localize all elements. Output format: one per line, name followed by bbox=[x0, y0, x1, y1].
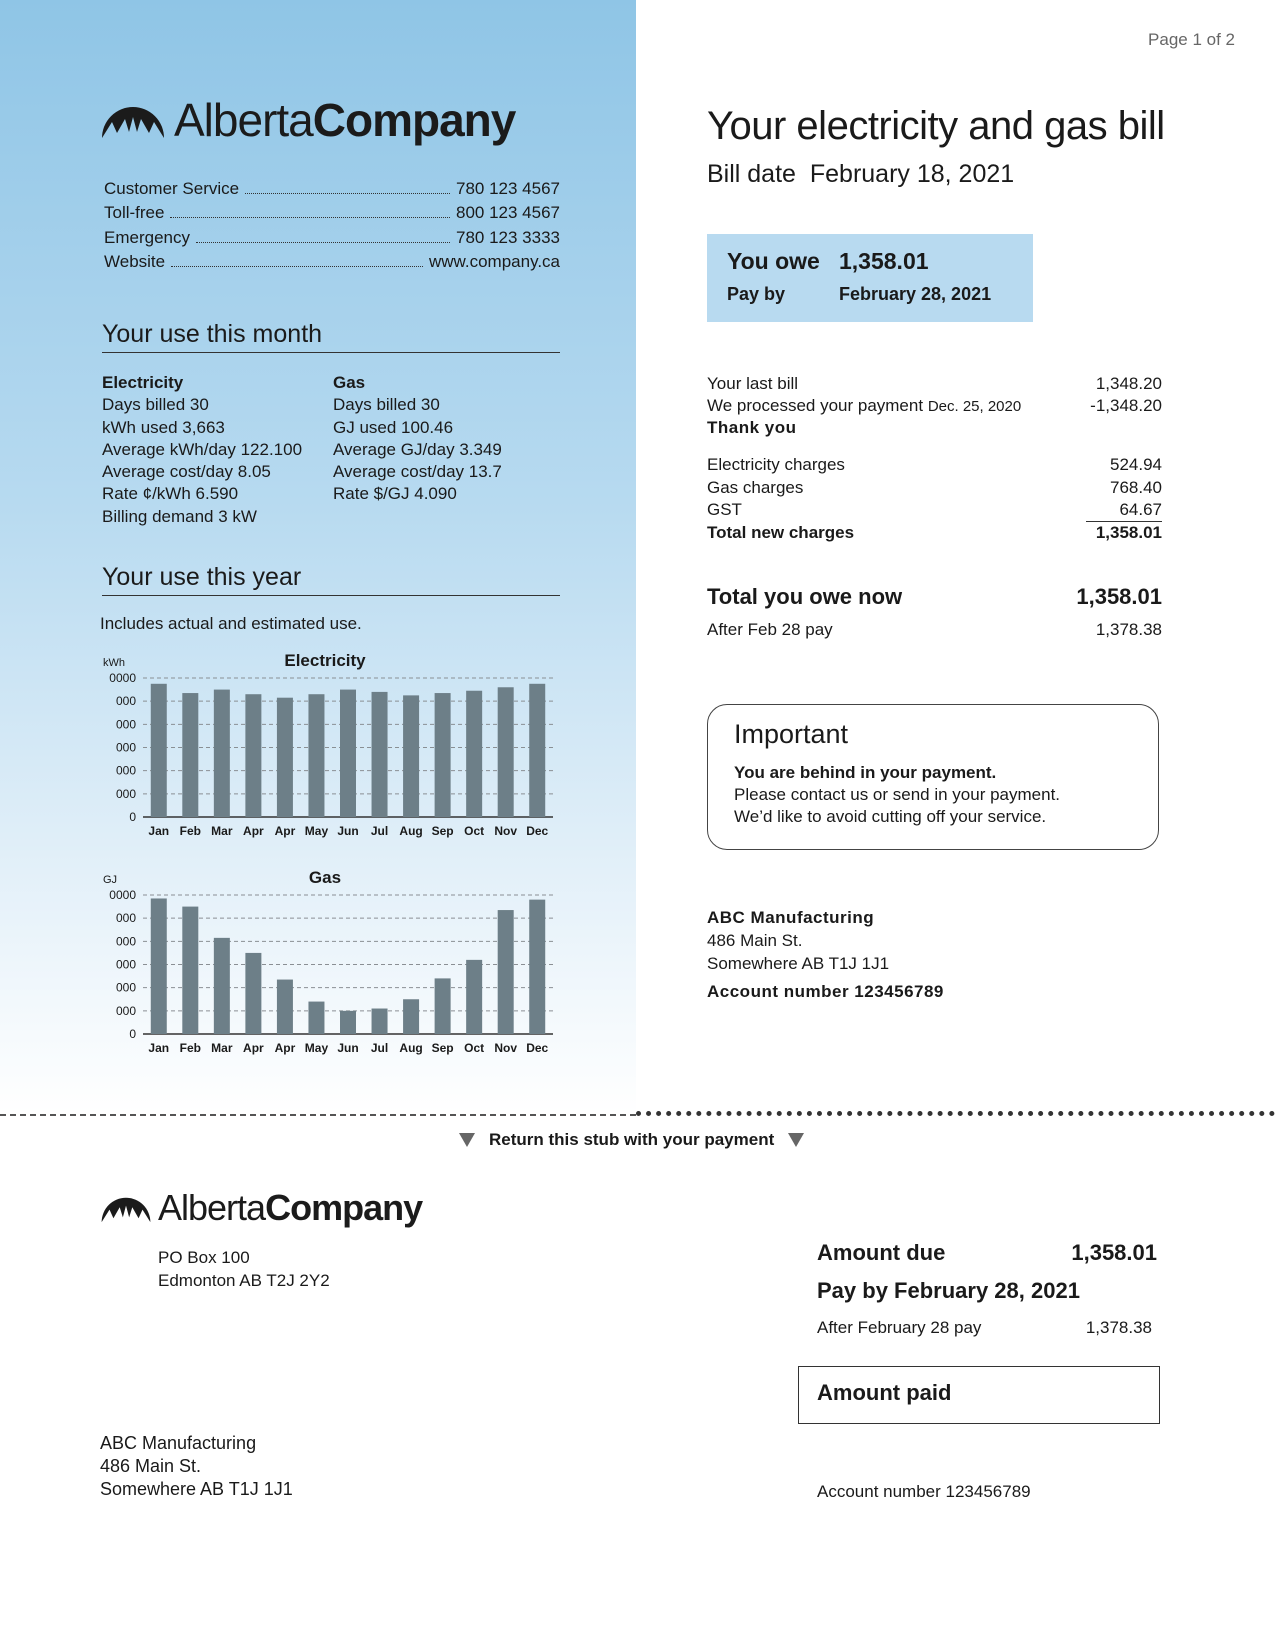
x-tick-label: Mar bbox=[211, 824, 233, 838]
sun-logo-icon bbox=[100, 92, 166, 148]
stub-header-text: Return this stub with your payment bbox=[489, 1130, 775, 1149]
company-mailing-address bbox=[158, 1246, 330, 1292]
you-owe-row bbox=[727, 248, 929, 275]
perforation-line bbox=[0, 1114, 636, 1116]
important-bold-text: You are behind in your payment. bbox=[734, 763, 997, 782]
last-bill-label: Your last bill bbox=[707, 374, 799, 393]
electricity-heading: Electricity bbox=[102, 373, 184, 392]
total-owe-amount: 1,358.01 bbox=[1076, 584, 1162, 609]
important-line-2: We’d like to avoid cutting off your service. bbox=[734, 807, 1047, 826]
you-owe-amount: 1,358.01 bbox=[839, 248, 929, 274]
payment-date: Dec. 25, 2020 bbox=[927, 398, 1022, 415]
contact-website bbox=[104, 248, 560, 272]
x-tick-label: Oct bbox=[464, 824, 485, 838]
y-tick-label: 000 bbox=[115, 957, 136, 972]
x-tick-label: Aug bbox=[399, 824, 423, 838]
company-city: Edmonton AB T2J 2Y2 bbox=[158, 1271, 330, 1290]
contact-emergency bbox=[104, 224, 560, 248]
gst-label: GST bbox=[707, 500, 742, 519]
use-line: Average cost/day 13.7 bbox=[333, 462, 502, 482]
x-tick-label: Jul bbox=[370, 1041, 389, 1055]
y-tick-label: 000 bbox=[115, 717, 136, 732]
total-owe-row bbox=[707, 584, 1162, 614]
electricity-charges-row bbox=[707, 455, 1162, 477]
stub-after-amount: 1,378.38 bbox=[1085, 1318, 1152, 1337]
x-tick-label: Sep bbox=[431, 1041, 454, 1055]
use-line: Days billed 30 bbox=[333, 395, 440, 415]
bill-date-label: Bill date bbox=[707, 160, 796, 188]
subtotal-rule bbox=[1086, 521, 1162, 522]
x-tick-label: Dec bbox=[526, 1041, 549, 1055]
bar-feb bbox=[182, 907, 198, 1034]
bar-sep bbox=[435, 978, 451, 1034]
logo-word-company: Company bbox=[312, 94, 516, 146]
stub-pay-by: Pay by February 28, 2021 bbox=[817, 1278, 1080, 1303]
electricity-charges-amount: 524.94 bbox=[1110, 455, 1162, 474]
amount-paid-label: Amount paid bbox=[817, 1380, 952, 1405]
use-year-note: Includes actual and estimated use. bbox=[100, 614, 362, 633]
stub-header bbox=[445, 1130, 818, 1150]
sun-logo-icon bbox=[100, 1186, 152, 1230]
x-tick-label: Apr bbox=[243, 824, 264, 838]
chart-title: Gas bbox=[308, 868, 342, 887]
electricity-charges-label: Electricity charges bbox=[707, 455, 845, 474]
logo-word-company: Company bbox=[265, 1187, 423, 1228]
stub-after-label: After February 28 pay bbox=[817, 1318, 982, 1337]
gas-bar-chart bbox=[95, 867, 565, 1067]
after-due-amount: 1,378.38 bbox=[1095, 620, 1162, 639]
y-tick-label: 000 bbox=[115, 1003, 136, 1018]
bar-apr bbox=[245, 694, 261, 817]
perforation-dots bbox=[636, 1111, 1275, 1116]
amount-due-row bbox=[817, 1240, 1157, 1270]
y-axis-unit-label: kWh bbox=[103, 657, 125, 669]
important-line-1: Please contact us or send in your payment. bbox=[734, 785, 1061, 804]
thank-you-row bbox=[707, 418, 1162, 440]
stub-customer-street: 486 Main St. bbox=[100, 1456, 202, 1476]
arrow-down-icon bbox=[459, 1133, 475, 1147]
contact-toll-free bbox=[104, 199, 560, 223]
x-tick-label: Apr bbox=[274, 824, 296, 838]
contact-label: Emergency bbox=[104, 228, 190, 247]
bar-nov bbox=[498, 910, 514, 1034]
account-number bbox=[707, 980, 944, 1003]
payment-amount: -1,348.20 bbox=[1090, 396, 1162, 415]
thank-you-text: Thank you bbox=[707, 418, 797, 437]
stub-customer-name: ABC Manufacturing bbox=[100, 1433, 257, 1453]
total-owe-label: Total you owe now bbox=[707, 584, 903, 609]
bar-aug bbox=[403, 999, 419, 1034]
bar-aug bbox=[403, 695, 419, 817]
bar-jan bbox=[151, 684, 167, 817]
important-title: Important bbox=[734, 719, 849, 749]
page-number: Page 1 of 2 bbox=[1148, 30, 1235, 49]
total-new-charges-amount: 1,358.01 bbox=[1095, 523, 1162, 542]
contact-label: Website bbox=[104, 252, 166, 271]
stub-customer-city: Somewhere AB T1J 1J1 bbox=[100, 1479, 293, 1499]
customer-address bbox=[707, 906, 944, 1003]
x-tick-label: Feb bbox=[179, 1041, 201, 1055]
contact-phone: 780 123 4567 bbox=[456, 179, 560, 198]
you-owe-label: You owe bbox=[727, 248, 820, 274]
bar-sep bbox=[435, 693, 451, 817]
logo-word-alberta: Alberta bbox=[174, 94, 313, 146]
bar-oct bbox=[466, 960, 482, 1034]
stub-customer-address bbox=[100, 1432, 293, 1501]
x-tick-label: Jun bbox=[337, 824, 359, 838]
y-tick-label: 0 bbox=[129, 1027, 136, 1041]
x-tick-label: Jan bbox=[148, 824, 170, 838]
gas-charges-label: Gas charges bbox=[707, 478, 804, 497]
x-tick-label: Apr bbox=[243, 1041, 264, 1055]
x-tick-label: Mar bbox=[211, 1041, 233, 1055]
last-bill-row bbox=[707, 374, 1162, 396]
use-line: Average kWh/day 122.100 bbox=[102, 439, 303, 459]
x-tick-label: Aug bbox=[399, 1041, 423, 1055]
y-tick-label: 0000 bbox=[109, 888, 136, 902]
y-tick-label: 0 bbox=[129, 810, 136, 824]
use-line: Billing demand 3 kW bbox=[102, 506, 257, 526]
gst-row bbox=[707, 500, 1162, 522]
bar-oct bbox=[466, 691, 482, 817]
use-line: Rate $/GJ 4.090 bbox=[333, 484, 457, 504]
use-line: Average GJ/day 3.349 bbox=[333, 439, 502, 459]
y-tick-label: 000 bbox=[115, 911, 136, 926]
after-due-label: After Feb 28 pay bbox=[707, 620, 833, 639]
bill-date bbox=[707, 160, 1014, 189]
bill-title: Your electricity and gas bill bbox=[707, 104, 1165, 148]
you-owe-box bbox=[707, 234, 1033, 322]
bar-apr bbox=[277, 698, 293, 817]
customer-street: 486 Main St. bbox=[707, 931, 803, 950]
y-tick-label: 000 bbox=[115, 694, 136, 709]
pay-by-row bbox=[727, 284, 992, 305]
x-tick-label: Sep bbox=[431, 824, 454, 838]
bar-mar bbox=[214, 690, 230, 817]
bar-apr bbox=[245, 953, 261, 1034]
website-link[interactable]: www.company.ca bbox=[428, 252, 560, 271]
x-tick-label: Apr bbox=[274, 1041, 296, 1055]
y-tick-label: 000 bbox=[115, 763, 136, 778]
logo-word-alberta: Alberta bbox=[158, 1187, 266, 1228]
x-tick-label: Feb bbox=[179, 824, 201, 838]
after-due-row bbox=[707, 620, 1162, 642]
gas-heading: Gas bbox=[333, 373, 366, 392]
account-value: 123456789 bbox=[854, 982, 944, 1001]
amount-due-value: 1,358.01 bbox=[1071, 1240, 1157, 1265]
x-tick-label: Jul bbox=[370, 824, 389, 838]
stub-after-row bbox=[817, 1318, 1152, 1342]
contact-phone: 780 123 3333 bbox=[456, 228, 560, 247]
stub-account-number: Account number 123456789 bbox=[817, 1482, 1031, 1501]
company-logo bbox=[100, 92, 515, 148]
x-tick-label: May bbox=[304, 824, 329, 838]
contact-phone: 800 123 4567 bbox=[456, 203, 560, 222]
gas-charges-row bbox=[707, 478, 1162, 500]
use-line: Average cost/day 8.05 bbox=[102, 462, 271, 482]
contact-label: Customer Service bbox=[104, 179, 240, 198]
amount-due-label: Amount due bbox=[817, 1240, 946, 1265]
bar-jul bbox=[372, 1009, 388, 1034]
use-line: kWh used 3,663 bbox=[102, 417, 225, 437]
chart-title: Electricity bbox=[284, 651, 366, 670]
bar-mar bbox=[214, 938, 230, 1034]
arrow-down-icon bbox=[788, 1133, 804, 1147]
x-tick-label: Nov bbox=[494, 824, 518, 838]
bar-apr bbox=[277, 980, 293, 1034]
gas-charges-amount: 768.40 bbox=[1110, 478, 1162, 497]
y-tick-label: 000 bbox=[115, 740, 136, 755]
x-tick-label: Jan bbox=[148, 1041, 170, 1055]
x-tick-label: Oct bbox=[464, 1041, 485, 1055]
bar-may bbox=[308, 1002, 324, 1034]
use-line: Days billed 30 bbox=[102, 395, 209, 415]
y-tick-label: 000 bbox=[115, 934, 136, 949]
customer-city: Somewhere AB T1J 1J1 bbox=[707, 954, 890, 973]
use-line: Rate ¢/kWh 6.590 bbox=[102, 484, 239, 504]
electricity-use-column bbox=[102, 372, 302, 528]
y-tick-label: 000 bbox=[115, 980, 136, 995]
pay-by-label: Pay by bbox=[727, 284, 786, 304]
x-tick-label: May bbox=[304, 1041, 329, 1055]
last-bill-amount: 1,348.20 bbox=[1095, 374, 1162, 393]
bar-jan bbox=[151, 898, 167, 1034]
bar-feb bbox=[182, 693, 198, 817]
contact-label: Toll-free bbox=[104, 203, 165, 222]
bar-dec bbox=[529, 684, 545, 817]
y-axis-unit-label: GJ bbox=[103, 874, 118, 886]
customer-name: ABC Manufacturing bbox=[707, 908, 875, 927]
x-tick-label: Nov bbox=[494, 1041, 518, 1055]
bar-dec bbox=[529, 900, 545, 1034]
payment-row bbox=[707, 396, 1162, 418]
bar-jul bbox=[372, 692, 388, 817]
y-tick-label: 0000 bbox=[109, 671, 136, 685]
account-label: Account number bbox=[707, 982, 850, 1001]
contact-customer-service bbox=[104, 175, 560, 199]
bar-jun bbox=[340, 690, 356, 817]
amount-paid-field[interactable] bbox=[798, 1366, 1160, 1424]
x-tick-label: Dec bbox=[526, 824, 549, 838]
important-notice-box bbox=[707, 704, 1159, 850]
pay-by-date: February 28, 2021 bbox=[839, 284, 992, 304]
x-tick-label: Jun bbox=[337, 1041, 359, 1055]
bar-may bbox=[308, 694, 324, 817]
gas-use-column bbox=[333, 372, 502, 506]
bar-nov bbox=[498, 687, 514, 817]
use-year-title: Your use this year bbox=[102, 563, 560, 596]
bar-jun bbox=[340, 1011, 356, 1034]
payment-label: We processed your payment bbox=[707, 396, 924, 415]
electricity-bar-chart bbox=[95, 650, 565, 850]
bill-date-value: February 18, 2021 bbox=[809, 160, 1015, 188]
po-box: PO Box 100 bbox=[158, 1248, 250, 1267]
total-new-charges-label: Total new charges bbox=[707, 523, 855, 542]
stub-company-logo bbox=[100, 1186, 422, 1230]
use-month-title: Your use this month bbox=[102, 320, 560, 353]
use-line: GJ used 100.46 bbox=[333, 417, 454, 437]
total-new-charges-row bbox=[707, 523, 1162, 545]
y-tick-label: 000 bbox=[115, 786, 136, 801]
gst-amount: 64.67 bbox=[1119, 500, 1162, 519]
